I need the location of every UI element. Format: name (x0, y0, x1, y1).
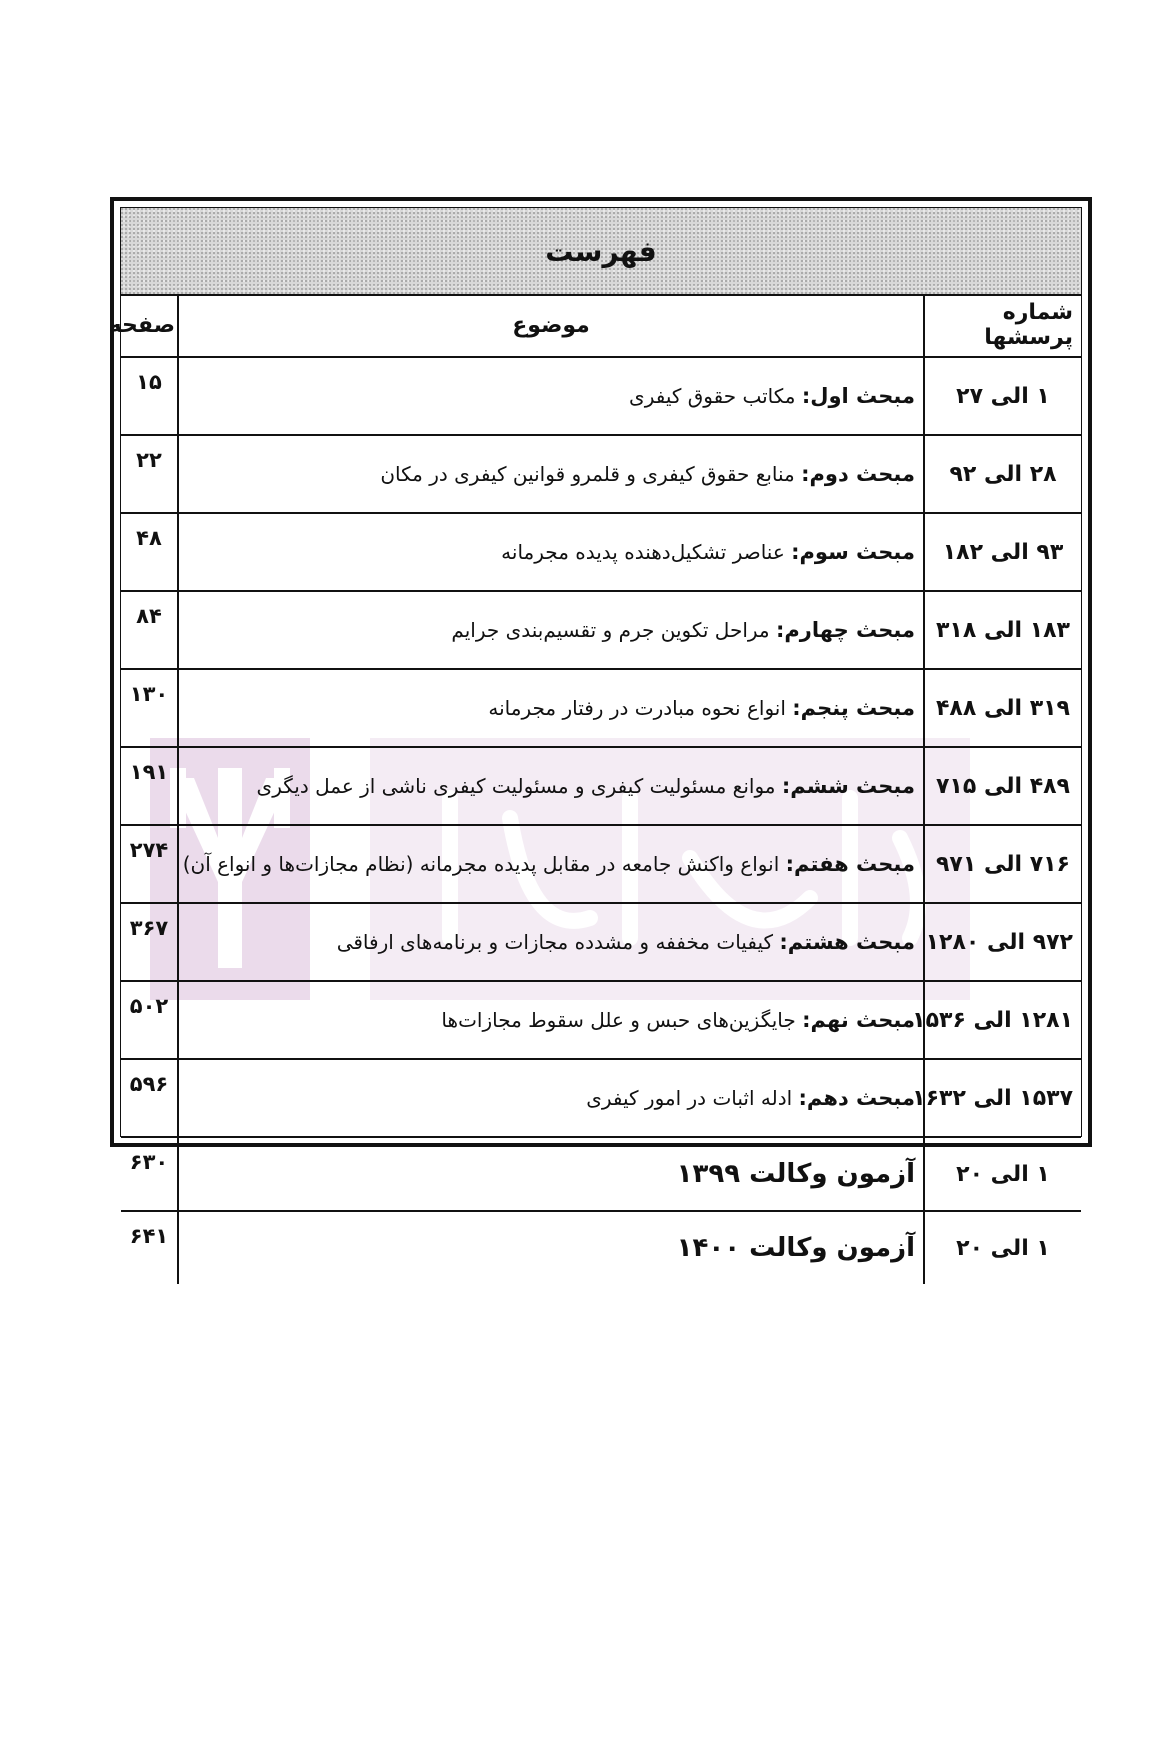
exam-title: آزمون وکالت ۱۳۹۹ (178, 1137, 924, 1211)
exam-title: آزمون وکالت ۱۴۰۰ (178, 1211, 924, 1284)
topic-cell (178, 903, 924, 981)
page-number: ۲۲ (121, 435, 178, 513)
toc-row[interactable] (121, 1059, 1081, 1137)
topic-cell (178, 825, 924, 903)
topic-cell (178, 513, 924, 591)
topic-cell (178, 1059, 924, 1137)
question-range: ۲۸ الی ۹۲ (924, 435, 1081, 513)
topic-cell (178, 357, 924, 435)
question-range: ۹۳ الی ۱۸۲ (924, 513, 1081, 591)
toc-frame (108, 197, 1092, 1263)
page-number: ۲۷۴ (121, 825, 178, 903)
topic-text: منابع حقوق کیفری و قلمرو قوانین کیفری در مکان (380, 462, 802, 486)
exam-row[interactable] (121, 1137, 1081, 1211)
topic-text: انواع نحوه مبادرت در رفتار مجرمانه (488, 696, 793, 720)
topic-cell (178, 591, 924, 669)
topic-label: مبحث دهم: (798, 1086, 915, 1110)
topic-cell (178, 981, 924, 1059)
page-number: ۸۴ (121, 591, 178, 669)
page-number: ۱۹۱ (121, 747, 178, 825)
toc-title-bar (121, 208, 1081, 296)
page-number: ۶۴۱ (121, 1211, 178, 1284)
toc-row[interactable] (121, 981, 1081, 1059)
toc-row[interactable] (121, 435, 1081, 513)
page-number: ۳۶۷ (121, 903, 178, 981)
toc-title: فهرست (545, 234, 657, 268)
topic-cell (178, 747, 924, 825)
page-number: ۶۳۰ (121, 1137, 178, 1211)
topic-cell (178, 669, 924, 747)
topic-text: جایگزین‌های حبس و علل سقوط مجازات‌ها (441, 1008, 803, 1032)
question-range: ۷۱۶ الی ۹۷۱ (924, 825, 1081, 903)
toc-row[interactable] (121, 357, 1081, 435)
page-number: ۵۰۲ (121, 981, 178, 1059)
toc-row[interactable] (121, 903, 1081, 981)
page-number: ۱۵ (121, 357, 178, 435)
page-number: ۱۳۰ (121, 669, 178, 747)
toc-row[interactable] (121, 825, 1081, 903)
page-number: ۴۸ (121, 513, 178, 591)
topic-text: موانع مسئولیت کیفری و مسئولیت کیفری ناشی از عمل دیگری (256, 774, 782, 798)
topic-text: کیفیات مخففه و مشدده مجازات و برنامه‌های ارفاقی (336, 930, 780, 954)
header-topic: موضوع (178, 294, 924, 357)
topic-text: ادله اثبات در امور کیفری (586, 1086, 799, 1110)
toc-row[interactable] (121, 747, 1081, 825)
topic-text: مراحل تکوین جرم و تقسیم‌بندی جرایم (451, 618, 776, 642)
question-range: ۳۱۹ الی ۴۸۸ (924, 669, 1081, 747)
header-page: صفحه (121, 294, 178, 357)
topic-label: مبحث اول: (801, 384, 915, 408)
question-range: ۹۷۲ الی ۱۲۸۰ (924, 903, 1081, 981)
toc-header-row (121, 294, 1081, 357)
header-question-range: شماره پرسشها (924, 294, 1081, 357)
topic-label: مبحث هفتم: (785, 852, 915, 876)
toc-inner-frame (108, 207, 1082, 1263)
topic-label: مبحث ششم: (781, 774, 915, 798)
topic-label: مبحث هشتم: (779, 930, 915, 954)
question-range: ۱ الی ۲۰ (924, 1137, 1081, 1211)
topic-text: انواع واکنش جامعه در مقابل پدیده مجرمانه (نظام مجازات‌ها و انواع آن) (182, 852, 786, 876)
topic-label: مبحث چهارم: (775, 618, 915, 642)
toc-table-container (108, 294, 1081, 1263)
topic-label: مبحث سوم: (791, 540, 915, 564)
question-range: ۴۸۹ الی ۷۱۵ (924, 747, 1081, 825)
topic-label: مبحث دوم: (801, 462, 915, 486)
question-range: ۱۵۳۷ الی ۱۶۳۲ (924, 1059, 1081, 1137)
question-range: ۱ الی ۲۷ (924, 357, 1081, 435)
toc-table (108, 294, 1081, 1284)
topic-label: مبحث پنجم: (792, 696, 915, 720)
question-range: ۱ الی ۲۰ (924, 1211, 1081, 1284)
toc-row[interactable] (121, 513, 1081, 591)
page-number: ۵۹۶ (121, 1059, 178, 1137)
question-range: ۱۲۸۱ الی ۱۵۳۶ (924, 981, 1081, 1059)
topic-label: مبحث نهم: (802, 1008, 915, 1032)
question-range: ۱۸۳ الی ۳۱۸ (924, 591, 1081, 669)
topic-cell (178, 435, 924, 513)
toc-row[interactable] (121, 591, 1081, 669)
topic-text: مکاتب حقوق کیفری (629, 384, 802, 408)
exam-row[interactable] (121, 1211, 1081, 1284)
topic-text: عناصر تشکیل‌دهنده پدیده مجرمانه (501, 540, 792, 564)
toc-row[interactable] (121, 669, 1081, 747)
